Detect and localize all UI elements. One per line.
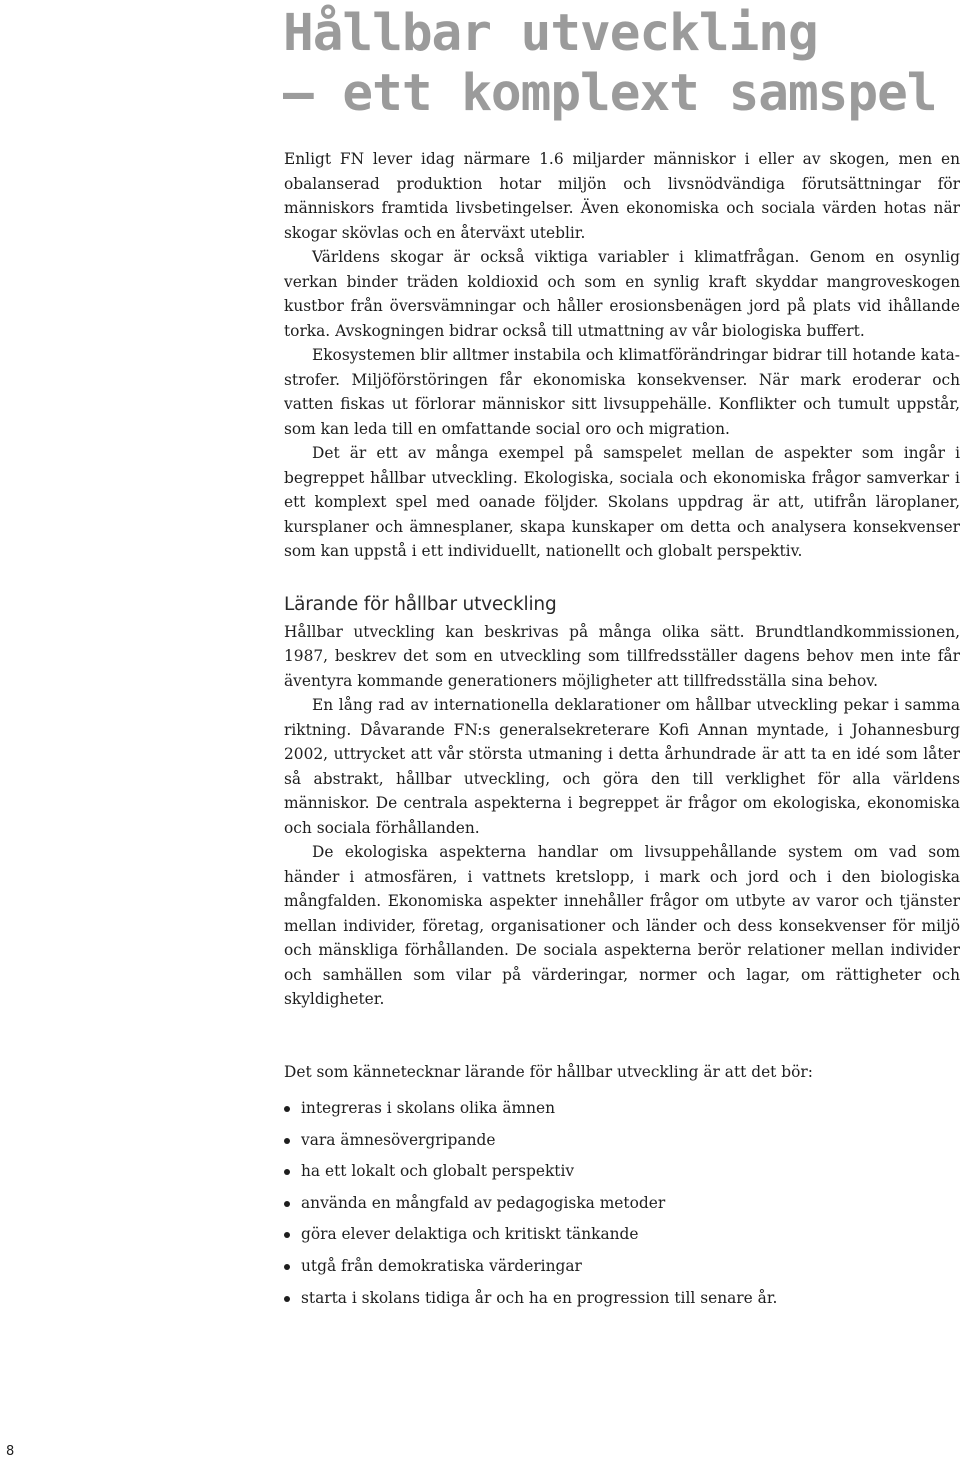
- page-title-line-2: – ett komplext samspel: [283, 64, 937, 123]
- list-item-text: utgå från demokratiska värderingar: [301, 1256, 582, 1275]
- intro-paragraph: Världens skogar är också viktiga variabler i klimatfrågan. Genom en osynlig verkan binder träden koldioxid och som en synlig kraft skyddar mangroveskogen kustbor från översvämningar och håller erosionsbenägen jord på plats vid ihållande torka. Avskogningen bidrar också till utmattning av vår biologiska buffert.: [284, 248, 960, 340]
- section-paragraph: Hållbar utveckling kan beskrivas på många olika sätt. Brundtlandkommissionen, 1987, beskrev det som en utveckling som tillfredsställer dagens behov men inte får äventyra kommande generationers möjligheter att tillfredsställa sina behov.: [284, 622, 960, 690]
- list-item: [284, 1093, 960, 1125]
- list-item: [284, 1188, 960, 1220]
- list-item: [284, 1251, 960, 1283]
- list-item: [284, 1283, 960, 1315]
- list-item-text: starta i skolans tidiga år och ha en progression till senare år.: [301, 1288, 778, 1307]
- bullet-icon: [284, 1106, 290, 1112]
- bullet-icon: [284, 1169, 290, 1175]
- list-item: [284, 1219, 960, 1251]
- page-title-line-1: Hållbar utveckling: [283, 4, 818, 63]
- list-item: [284, 1125, 960, 1157]
- page-number: 8: [6, 1444, 15, 1459]
- bullet-icon: [284, 1296, 290, 1302]
- list-item-text: göra elever delaktiga och kritiskt tänkande: [301, 1225, 639, 1244]
- list-item: [284, 1156, 960, 1188]
- list-item-text: använda en mångfald av pedagogiska metoder: [301, 1193, 666, 1212]
- list-item-text: integreras i skolans olika ämnen: [301, 1099, 556, 1117]
- main-content: [284, 147, 960, 1314]
- list-item-text: ha ett lokalt och globalt perspektiv: [301, 1162, 575, 1181]
- intro-paragraph: Ekosystemen blir alltmer instabila och klimatförändringar bidrar till hotande katastrofer. Miljöförstöringen får ekonomiska konsekvenser. När mark eroderar och vatten fiskas ut förlorar människor sitt livsuppehälle. Konflikter och tumult uppstår, som kan leda till en omfattande social oro och migration.: [284, 346, 960, 438]
- page-title: [283, 4, 937, 124]
- intro-paragraph: Enligt FN lever idag närmare 1.6 miljarder människor i eller av skogen, men en obalanserad produktion hotar miljön och livsnödvändiga förutsättningar för människors framtida livsbetingelser. Även ekonomiska och sociala värden hotas när skogar skövlas och en återväxt uteblir.: [284, 150, 960, 242]
- bullet-icon: [284, 1201, 290, 1207]
- intro-paragraph: Det är ett av många exempel på samspelet mellan de aspekter som ingår i begreppet hållbar utveckling. Ekologiska, sociala och ekonomiska frågor samverkar i ett komplext spel med oanade följder. Skolans uppdrag är att, utifrån läroplaner, kursplaner och ämnesplaner, skapa kunskaper om detta och analysera konsekvenser som kan uppstå i ett individuellt, nationellt och globalt perspektiv.: [284, 444, 960, 560]
- list-intro: Det som kännetecknar lärande för hållbar utveckling är att det bör:: [284, 1062, 813, 1081]
- bullet-icon: [284, 1232, 290, 1238]
- section-heading: Lärande för hållbar utveckling: [284, 593, 557, 615]
- bullet-list: [284, 1093, 960, 1314]
- bullet-icon: [284, 1264, 290, 1270]
- section-paragraph: De ekologiska aspekterna handlar om livsuppehållande system om vad som händer i atmosfären, i vattnets kretslopp, i mark och jord och i den biologiska mångfalden. Ekonomiska aspekter innehåller frågor om utbyte av varor och tjänster mellan individer, företag, organisationer och länder och dess konsekvenser för miljö och mänskliga förhållanden. De sociala aspekterna berör relationer mellan individer och samhällen som vilar på värderingar, normer och lagar, om rättigheter och skyldigheter.: [284, 843, 960, 1008]
- bullet-icon: [284, 1138, 290, 1144]
- section-paragraph: En lång rad av internationella deklarationer om hållbar utveckling pekar i samma riktning. Dåvarande FN:s generalsekreterare Kofi Annan myntade, i Johannesburg 2002, uttrycket att vår största utmaning i detta århundrade är att ta en idé som låter så abstrakt, hållbar utveckling, och göra den till verklighet för alla världens människor. De centrala aspekterna i begreppet är frågor om ekologiska, ekonomiska och sociala förhållanden.: [284, 696, 960, 837]
- list-item-text: vara ämnesövergripande: [301, 1130, 496, 1149]
